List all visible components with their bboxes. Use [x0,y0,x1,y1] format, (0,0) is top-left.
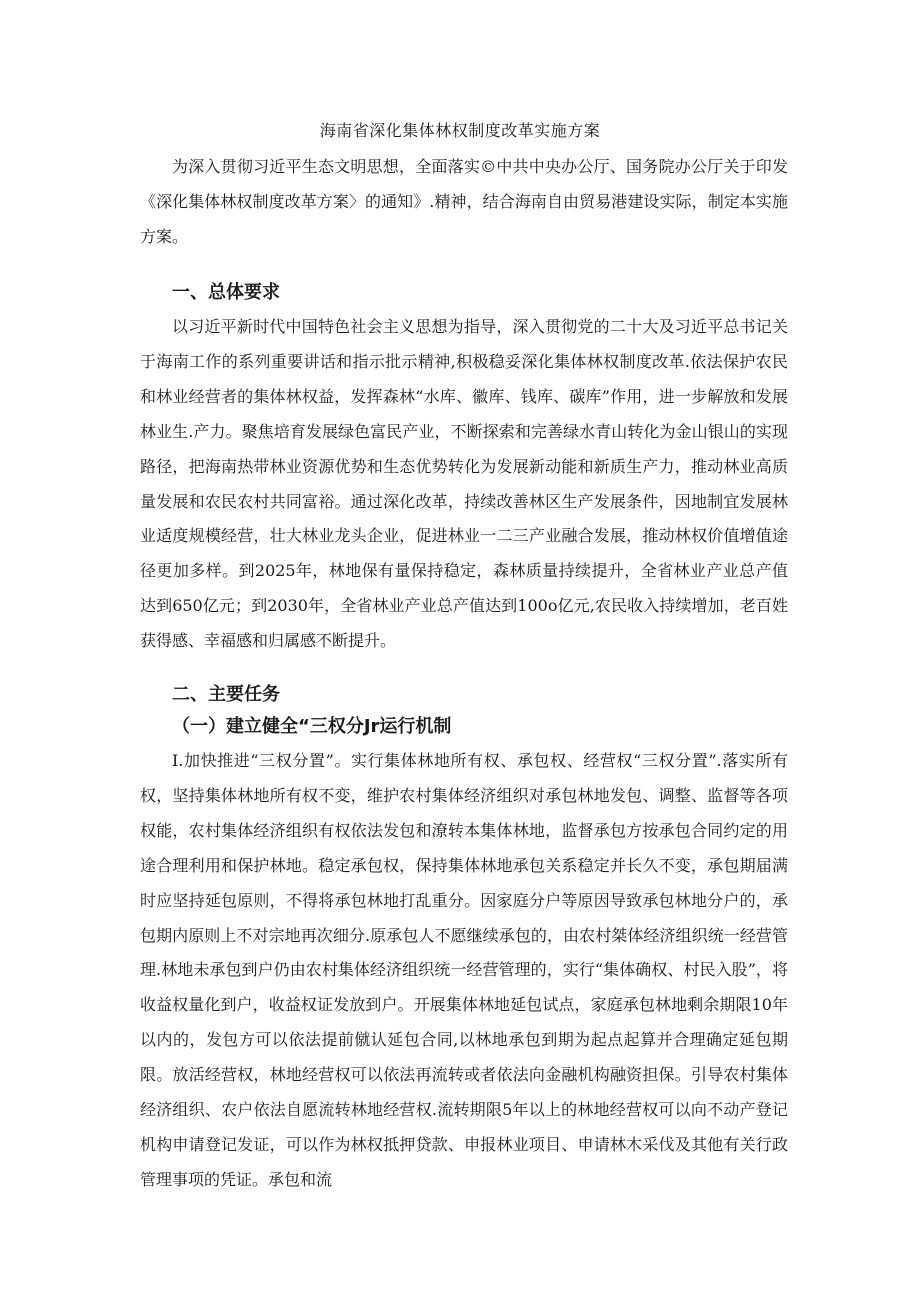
section-2-heading: 二、主要任务 [172,684,280,705]
section-2-paragraph: I.加快推进“三权分置”。实行集体林地所有权、承包权、经营权“三权分置”.落实所有权，坚持集体林地所有权不变，维护农村集体经济组织对承包林地发包、调整、监督等各项权能，农村集体经济组织有权依法发包和潦转本集体林地，监督承包方按承包合同约定的用途合理利用和保护林地。稳定承包权，保持集体林地承包关系稳定并长久不变，承包期届满时应坚持延包原则，不得将承包林地打乱重分。因家庭分户等原因导致承包林地分户的，承包期内原则上不对宗地再次细分.原承包人不愿继续承包的，由农村桀体经济组织统一经营管理.林地未承包到户仍由农村集体经济组织统一经营管理的，实行“集体确权、村民入股”，将收益权量化到户，收益权证发放到户。开展集体林地延包试点，家庭承包林地剩余期限10年以内的，发包方可以依法提前僦认延包合同,以林地承包到期为起点起算并合理确定延包期限。放活经营权，林地经营权可以依法再流转或者依法向金融机构融资担保。引导农村集体经济组织、农户依法自愿流转林地经营权.流转期限5年以上的林地经营权可以向不动产登记机构申请登记发证，可以作为林权抵押贷款、申报林业项目、申请林木采伐及其他有关行政管理事项的凭证。承包和流 [140,751,788,1189]
section-1-heading: 一、总体要求 [172,282,280,303]
section-1-paragraph: 以习近平新时代中国特色社会主义思想为指导，深入贯彻党的二十大及习近平总书记关于海南工作的系列重要讲话和指示批示精神,积极稳妥深化集体林权制度改革.依法保护农民和林业经营者的集体林权益，发挥森林“水库、徽库、钱库、碳库”作用，进一步解放和发展林业生.产力。聚焦培育发展绿色富民产业，不断探索和完善绿水青山转化为金山银山的实现路径，把海南热带林业资源优势和生态优势转化为发展新动能和新质生产力，推动林业高质量发展和农民农村共同富裕。通过深化改革，持续改善林区生产发展条件，因地制宜发展林业适度规模经营，壮大林业龙头企业，促进林业一二三产业融合发展，推动林权价值增值途径更加多样。到2025年，林地保有量保持稳定，森林质量持续提升，全省林业产业总产值达到650亿元；到2030年，全省林业产业总产值达到100o亿元,农民收入持续增加，老百姓获得感、幸福感和归属感不断提升。 [140,317,788,651]
document-title: 海南省深化集体林权制度改革实施方案 [319,121,601,140]
intro-paragraph: 为深入贯彻习近平生态文明思想，全面落实©中共中央办公厅、国务院办公厅关于印发《深化集体林权制度改革方案〉的通知》.精神，结合海南自由贸易港建设实际，制定本实施方案。 [140,157,788,246]
section-2-subheading: （一）建立健全“三权分Jr运行机制 [172,716,452,737]
